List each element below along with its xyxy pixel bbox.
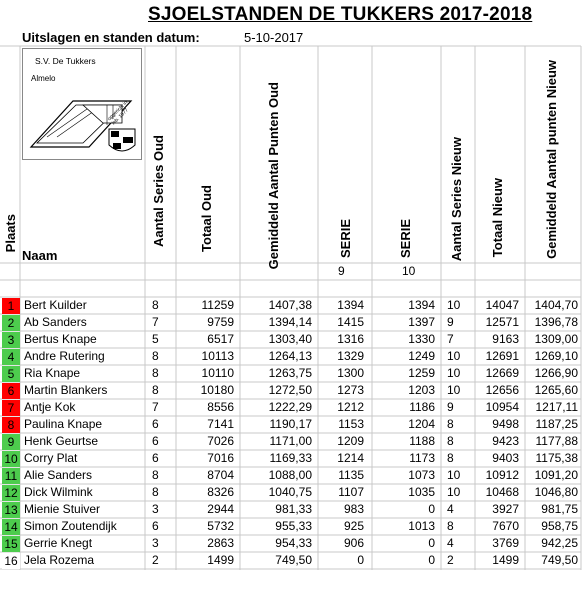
cell-series-oud: 8 <box>152 298 159 312</box>
cell-series-nieuw: 7 <box>447 332 454 346</box>
rank-badge: 6 <box>2 383 20 399</box>
cell-series-nieuw: 10 <box>447 349 461 363</box>
cell-naam: Ria Knape <box>24 366 81 380</box>
header-totaal-nieuw: Totaal Nieuw <box>490 178 505 258</box>
cell-naam: Ab Sanders <box>24 315 87 329</box>
cell-gemiddeld-nieuw: 1091,20 <box>534 468 578 482</box>
cell-naam: Mienie Stuiver <box>24 502 101 516</box>
rank-badge: 11 <box>2 468 20 484</box>
cell-serie-10: 1397 <box>408 315 435 329</box>
cell-series-oud: 3 <box>152 502 159 516</box>
header-serie-10: SERIE <box>398 219 413 259</box>
cell-serie-9: 0 <box>357 553 364 567</box>
cell-series-nieuw: 10 <box>447 383 461 397</box>
cell-series-oud: 8 <box>152 383 159 397</box>
cell-totaal-oud: 1499 <box>207 553 234 567</box>
cell-naam: Alie Sanders <box>24 468 93 482</box>
cell-totaal-oud: 2944 <box>207 502 234 516</box>
cell-totaal-oud: 7026 <box>207 434 234 448</box>
rank-badge: 7 <box>2 400 20 416</box>
cell-totaal-nieuw: 12656 <box>485 383 519 397</box>
rank-badge: 12 <box>2 485 20 501</box>
cell-gemiddeld-oud: 1263,75 <box>268 366 312 380</box>
cell-gemiddeld-oud: 1169,33 <box>269 451 312 465</box>
cell-series-nieuw: 4 <box>447 536 454 550</box>
cell-gemiddeld-nieuw: 1309,00 <box>534 332 578 346</box>
cell-serie-9: 1214 <box>337 451 364 465</box>
cell-gemiddeld-oud: 1272,50 <box>268 383 312 397</box>
cell-naam: Paulina Knape <box>24 417 103 431</box>
cell-totaal-oud: 8556 <box>207 400 234 414</box>
cell-series-nieuw: 2 <box>447 553 454 567</box>
rank-badge: 1 <box>2 298 20 314</box>
cell-gemiddeld-oud: 749,50 <box>275 553 312 567</box>
cell-serie-10: 1188 <box>409 434 435 448</box>
cell-serie-10: 1259 <box>408 366 435 380</box>
cell-totaal-nieuw: 12571 <box>485 315 519 329</box>
cell-totaal-oud: 11259 <box>201 298 234 312</box>
cell-totaal-nieuw: 9423 <box>492 434 519 448</box>
cell-serie-10: 1394 <box>408 298 435 312</box>
cell-totaal-nieuw: 10468 <box>485 485 519 499</box>
serie-10-number: 10 <box>402 264 416 278</box>
subtitle-label: Uitslagen en standen datum: <box>22 30 200 45</box>
cell-serie-9: 983 <box>343 502 364 516</box>
cell-gemiddeld-nieuw: 942,25 <box>541 536 578 550</box>
rank-badge: 15 <box>2 536 20 552</box>
cell-totaal-nieuw: 7670 <box>492 519 519 533</box>
header-naam: Naam <box>22 248 58 263</box>
cell-gemiddeld-oud: 1088,00 <box>268 468 312 482</box>
cell-serie-9: 1209 <box>337 434 364 448</box>
cell-gemiddeld-oud: 1264,13 <box>268 349 312 363</box>
cell-gemiddeld-nieuw: 1175,38 <box>535 451 578 465</box>
serie-9-number: 9 <box>338 264 345 278</box>
cell-serie-10: 1249 <box>408 349 435 363</box>
cell-gemiddeld-oud: 955,33 <box>275 519 312 533</box>
cell-series-nieuw: 9 <box>447 400 454 414</box>
cell-serie-10: 1073 <box>408 468 435 482</box>
cell-naam: Antje Kok <box>24 400 76 414</box>
date-value: 5-10-2017 <box>244 30 304 45</box>
cell-serie-9: 1153 <box>338 417 364 431</box>
cell-naam: Bert Kuilder <box>24 298 87 312</box>
cell-naam: Gerrie Knegt <box>24 536 93 550</box>
cell-gemiddeld-oud: 1040,75 <box>268 485 312 499</box>
cell-gemiddeld-oud: 1171,00 <box>269 434 312 448</box>
cell-naam: Henk Geurtse <box>24 434 99 448</box>
cell-series-oud: 2 <box>152 553 159 567</box>
cell-gemiddeld-oud: 1407,38 <box>268 298 312 312</box>
cell-totaal-nieuw: 9163 <box>492 332 519 346</box>
cell-serie-10: 0 <box>428 553 435 567</box>
header-aantal-series-oud: Aantal Series Oud <box>151 135 166 247</box>
cell-series-oud: 6 <box>152 417 159 431</box>
cell-serie-9: 925 <box>343 519 364 533</box>
cell-totaal-nieuw: 3927 <box>492 502 519 516</box>
rank-badge: 16 <box>2 553 20 569</box>
cell-totaal-oud: 10180 <box>200 383 234 397</box>
cell-gemiddeld-nieuw: 1396,78 <box>534 315 578 329</box>
header-aantal-series-nieuw: Aantal Series Nieuw <box>449 137 464 262</box>
cell-serie-9: 1415 <box>337 315 364 329</box>
rank-badge: 14 <box>2 519 20 535</box>
cell-totaal-nieuw: 3769 <box>492 536 519 550</box>
cell-totaal-oud: 2863 <box>207 536 234 550</box>
cell-serie-10: 1173 <box>409 451 435 465</box>
cell-gemiddeld-nieuw: 749,50 <box>541 553 578 567</box>
cell-series-nieuw: 9 <box>447 315 454 329</box>
cell-totaal-nieuw: 9498 <box>492 417 519 431</box>
logo-city: Almelo <box>31 74 56 83</box>
cell-series-nieuw: 8 <box>447 451 454 465</box>
header-totaal-oud: Totaal Oud <box>199 185 214 252</box>
cell-naam: Jela Rozema <box>24 553 95 567</box>
cell-series-oud: 8 <box>152 349 159 363</box>
cell-serie-9: 1300 <box>337 366 364 380</box>
cell-totaal-nieuw: 1499 <box>492 553 519 567</box>
cell-serie-10: 1204 <box>408 417 435 431</box>
cell-series-oud: 7 <box>152 400 159 414</box>
cell-series-oud: 8 <box>152 366 159 380</box>
rank-badge: 4 <box>2 349 20 365</box>
cell-gemiddeld-nieuw: 1269,10 <box>534 349 578 363</box>
cell-series-oud: 8 <box>152 485 159 499</box>
cell-series-nieuw: 10 <box>447 485 461 499</box>
cell-totaal-nieuw: 12691 <box>485 349 519 363</box>
cell-series-nieuw: 10 <box>447 298 461 312</box>
cell-serie-9: 1212 <box>337 400 364 414</box>
cell-series-nieuw: 10 <box>447 468 461 482</box>
cell-series-oud: 7 <box>152 315 159 329</box>
cell-gemiddeld-oud: 1303,40 <box>268 332 312 346</box>
cell-totaal-oud: 9759 <box>207 315 234 329</box>
cell-gemiddeld-nieuw: 1266,90 <box>534 366 578 380</box>
cell-gemiddeld-nieuw: 1187,25 <box>535 417 578 431</box>
logo-board-text: opgericht in feb. 1977 <box>106 99 130 127</box>
cell-totaal-nieuw: 12669 <box>485 366 519 380</box>
cell-serie-9: 1329 <box>337 349 364 363</box>
cell-series-nieuw: 8 <box>447 519 454 533</box>
rank-badge: 9 <box>2 434 20 450</box>
cell-series-nieuw: 10 <box>447 366 461 380</box>
cell-totaal-oud: 7016 <box>207 451 234 465</box>
cell-naam: Dick Wilmink <box>24 485 93 499</box>
cell-gemiddeld-nieuw: 1177,88 <box>535 434 578 448</box>
cell-gemiddeld-nieuw: 981,75 <box>541 502 578 516</box>
cell-totaal-oud: 5732 <box>207 519 234 533</box>
cell-series-oud: 6 <box>152 519 159 533</box>
cell-gemiddeld-nieuw: 1217,11 <box>535 400 578 414</box>
cell-serie-9: 1316 <box>337 332 364 346</box>
cell-serie-9: 1107 <box>338 485 364 499</box>
cell-serie-9: 1135 <box>338 468 364 482</box>
logo-club-name: S.V. De Tukkers <box>35 56 96 66</box>
cell-totaal-oud: 8326 <box>207 485 234 499</box>
rank-badge: 10 <box>2 451 20 467</box>
rank-badge: 2 <box>2 315 20 331</box>
cell-totaal-oud: 8704 <box>207 468 234 482</box>
rank-badge: 5 <box>2 366 20 382</box>
cell-naam: Bertus Knape <box>24 332 97 346</box>
cell-serie-10: 1013 <box>408 519 435 533</box>
cell-naam: Corry Plat <box>24 451 78 465</box>
cell-serie-9: 1394 <box>337 298 364 312</box>
cell-serie-10: 1186 <box>409 400 435 414</box>
page-title: SJOELSTANDEN DE TUKKERS 2017-2018 <box>148 4 533 25</box>
cell-totaal-oud: 10110 <box>201 366 234 380</box>
rank-badge: 3 <box>2 332 20 348</box>
cell-series-nieuw: 8 <box>447 434 454 448</box>
cell-series-oud: 6 <box>152 451 159 465</box>
rank-badge: 13 <box>2 502 20 518</box>
cell-serie-9: 1273 <box>337 383 364 397</box>
cell-series-nieuw: 4 <box>447 502 454 516</box>
cell-series-oud: 8 <box>152 468 159 482</box>
cell-series-oud: 6 <box>152 434 159 448</box>
cell-totaal-nieuw: 10954 <box>485 400 519 414</box>
cell-serie-10: 1203 <box>408 383 435 397</box>
cell-naam: Martin Blankers <box>24 383 108 397</box>
cell-naam: Simon Zoutendijk <box>24 519 117 533</box>
cell-gemiddeld-nieuw: 1265,60 <box>534 383 578 397</box>
cell-gemiddeld-oud: 954,33 <box>275 536 312 550</box>
cell-gemiddeld-oud: 1190,17 <box>269 417 312 431</box>
header-plaats: Plaats <box>3 214 18 253</box>
cell-totaal-nieuw: 14047 <box>485 298 519 312</box>
rank-badge: 8 <box>2 417 20 433</box>
cell-totaal-nieuw: 9403 <box>492 451 519 465</box>
cell-gemiddeld-nieuw: 1404,70 <box>534 298 578 312</box>
header-serie-9: SERIE <box>338 219 353 259</box>
cell-totaal-oud: 10113 <box>201 349 234 363</box>
header-gemiddeld-nieuw: Gemiddeld Aantal punten Nieuw <box>544 60 559 259</box>
header-gemiddeld-oud: Gemiddeld Aantal Punten Oud <box>266 82 281 270</box>
cell-gemiddeld-oud: 981,33 <box>275 502 312 516</box>
cell-serie-10: 1035 <box>408 485 435 499</box>
cell-gemiddeld-nieuw: 1046,80 <box>534 485 578 499</box>
club-logo <box>22 48 142 160</box>
cell-serie-9: 906 <box>343 536 364 550</box>
cell-series-nieuw: 8 <box>447 417 454 431</box>
cell-gemiddeld-oud: 1394,14 <box>268 315 312 329</box>
cell-totaal-oud: 6517 <box>207 332 234 346</box>
cell-gemiddeld-nieuw: 958,75 <box>541 519 578 533</box>
cell-serie-10: 0 <box>428 536 435 550</box>
cell-gemiddeld-oud: 1222,29 <box>268 400 312 414</box>
cell-series-oud: 3 <box>152 536 159 550</box>
cell-serie-10: 1330 <box>408 332 435 346</box>
cell-totaal-oud: 7141 <box>207 417 234 431</box>
cell-totaal-nieuw: 10912 <box>485 468 519 482</box>
cell-naam: Andre Rutering <box>24 349 105 363</box>
cell-serie-10: 0 <box>428 502 435 516</box>
cell-series-oud: 5 <box>152 332 159 346</box>
